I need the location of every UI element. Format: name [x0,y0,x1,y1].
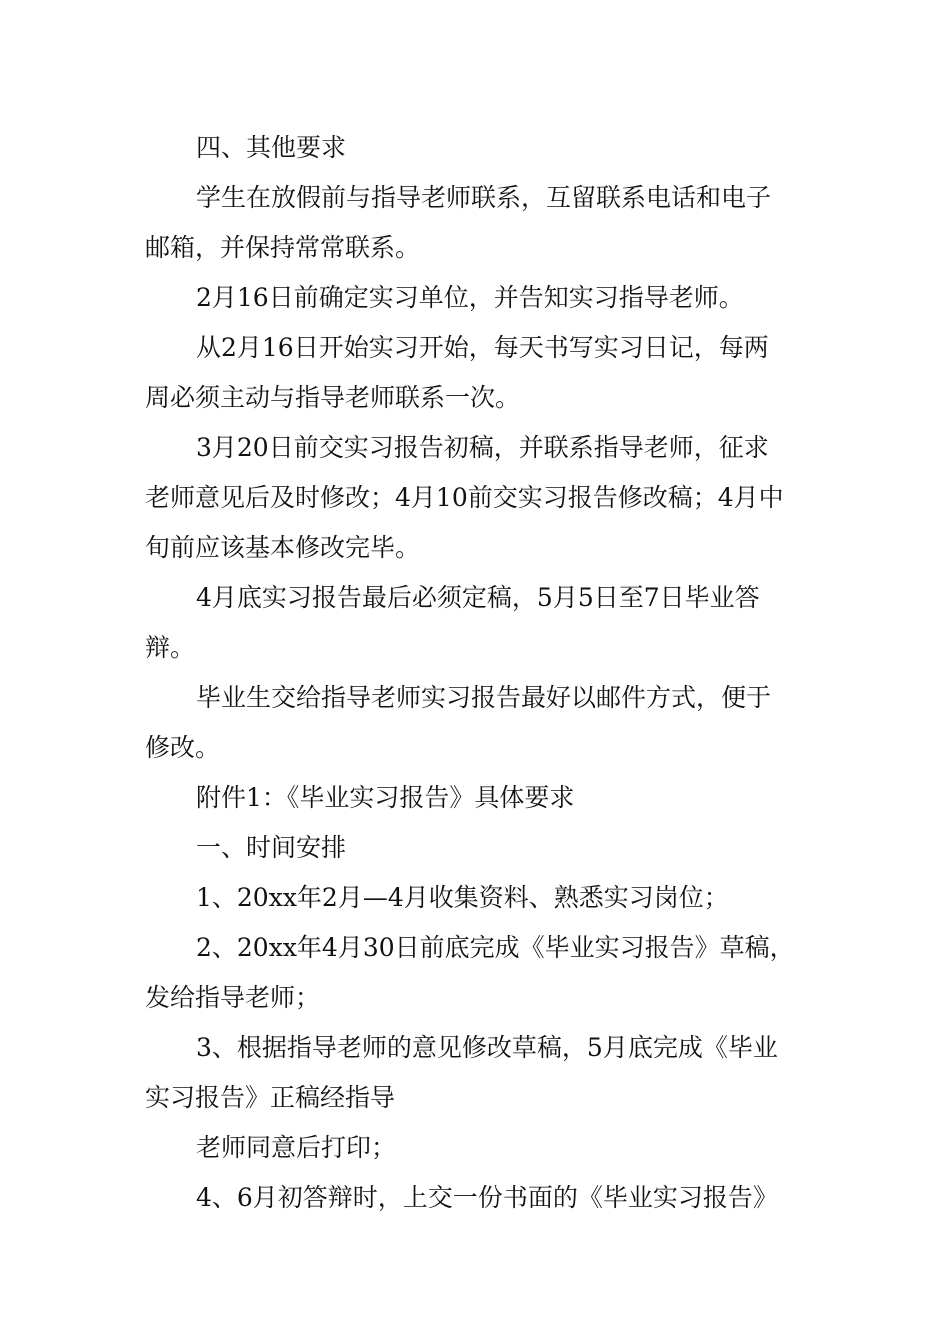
paragraph-line: 从2月16日开始实习开始，每天书写实习日记，每两 [196,333,769,362]
paragraph-line: 4月底实习报告最后必须定稿，5月5日至7日毕业答 [196,583,760,612]
list-item: 2、20xx年4月30日前底完成《毕业实习报告》草稿， [196,933,795,962]
list-item: 1、20xx年2月—4月收集资料、熟悉实习岗位； [196,883,729,912]
heading-other-requirements: 四、其他要求 [196,133,347,162]
paragraph-line: 学生在放假前与指导老师联系，互留联系电话和电子 [196,183,772,212]
list-item-continuation: 实习报告》正稿经指导 [145,1083,396,1112]
attachment-title: 附件1：《毕业实习报告》具体要求 [196,783,575,812]
heading-schedule: 一、时间安排 [196,833,347,862]
paragraph-line: 辩。 [145,633,196,662]
paragraph-line: 老师意见后及时修改；4月10前交实习报告修改稿；4月中 [145,483,784,512]
list-item: 3、根据指导老师的意见修改草稿，5月底完成《毕业 [196,1033,778,1062]
paragraph-line: 毕业生交给指导老师实习报告最好以邮件方式，便于 [196,683,772,712]
paragraph-line: 旬前应该基本修改完毕。 [145,533,421,562]
list-item: 4、6月初答辩时，上交一份书面的《毕业实习报告》 [196,1183,778,1212]
paragraph-line: 邮箱，并保持常常联系。 [145,233,421,262]
paragraph-line: 修改。 [145,733,221,762]
paragraph-line: 2月16日前确定实习单位，并告知实习指导老师。 [196,283,744,312]
list-item-continuation: 发给指导老师； [145,983,321,1012]
list-item-continuation: 老师同意后打印； [196,1133,397,1162]
paragraph-line: 周必须主动与指导老师联系一次。 [145,383,521,412]
paragraph-line: 3月20日前交实习报告初稿，并联系指导老师，征求 [196,433,769,462]
